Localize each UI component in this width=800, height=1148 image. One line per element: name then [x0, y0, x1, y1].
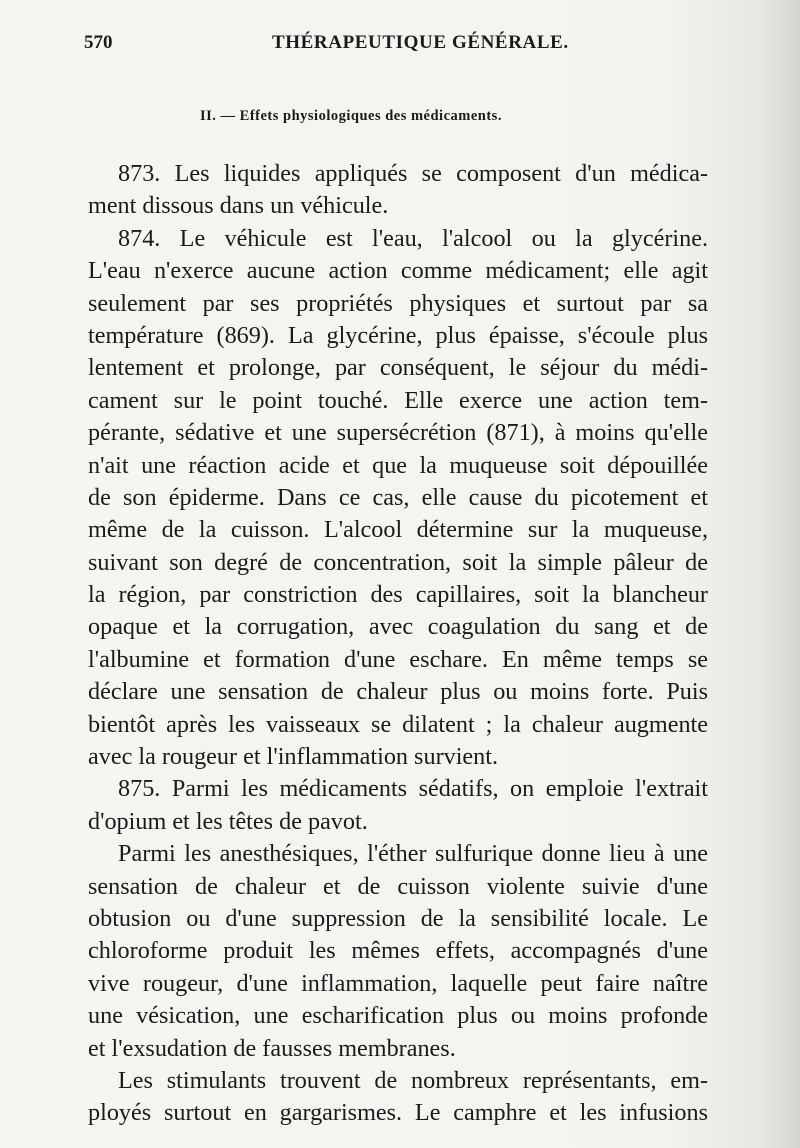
text-line: Les stimulants trouvent de nombreux représentants, em-	[118, 1066, 708, 1094]
text-line: la région, par constriction des capillaires, soit la blancheur	[88, 581, 708, 609]
text-line: pérante, sédative et une supersécrétion (871), à moins qu'elle	[88, 419, 708, 447]
text-line: 873. Les liquides appliqués se composent d'un médica-	[118, 160, 708, 187]
text-line: température (869). La glycérine, plus épaisse, s'écoule plus	[88, 321, 708, 349]
page-header	[84, 28, 724, 58]
text-line: suivant son degré de concentration, soit la simple pâleur de	[88, 548, 708, 576]
text-line: et l'exsudation de fausses membranes.	[88, 1034, 456, 1062]
text-line: n'ait une réaction acide et que la muqueuse soit dépouillée	[88, 451, 708, 479]
text-line: Parmi les anesthésiques, l'éther sulfurique donne lieu à une	[118, 840, 708, 868]
text-line: vive rougeur, d'une inflammation, laquelle peut faire naître	[88, 969, 708, 997]
page-number: 570	[84, 32, 113, 53]
text-line: l'albumine et formation d'une eschare. En même temps se	[88, 645, 708, 673]
text-line: 875. Parmi les médicaments sédatifs, on emploie l'extrait	[118, 775, 708, 803]
text-line: d'opium et les têtes de pavot.	[88, 807, 368, 835]
text-line: avec la rougeur et l'inflammation survient.	[88, 743, 499, 771]
text-line: obtusion ou d'une suppression de la sensibilité locale. Le	[88, 904, 708, 932]
text-line: seulement par ses propriétés physiques et surtout par sa	[88, 289, 708, 317]
text-line: déclare une sensation de chaleur plus ou moins forte. Puis	[88, 678, 708, 706]
text-line: de son épiderme. Dans ce cas, elle cause du picotement et	[88, 483, 708, 511]
text-line: chloroforme produit les mêmes effets, accompagnés d'une	[88, 937, 708, 965]
text-line: opaque et la corrugation, avec coagulation du sang et de	[88, 613, 708, 641]
text-line: L'eau n'exerce aucune action comme médicament; elle agit	[88, 257, 708, 285]
text-line: même de la cuisson. L'alcool détermine sur la muqueuse,	[88, 516, 708, 544]
text-line: 874. Le véhicule est l'eau, l'alcool ou la glycérine.	[118, 224, 708, 252]
running-title: THÉRAPEUTIQUE GÉNÉRALE.	[272, 32, 569, 53]
section-heading: II. — Effets physiologiques des médicaments.	[200, 108, 502, 124]
text-line: ment dissous dans un véhicule.	[88, 192, 389, 220]
body-text	[88, 158, 708, 1130]
text-line: une vésication, une escharification plus ou moins profonde	[88, 1002, 708, 1030]
text-line: lentement et prolonge, par conséquent, le séjour du médi-	[88, 354, 708, 382]
text-line: cament sur le point touché. Elle exerce une action tem-	[88, 386, 708, 414]
text-line: ployés surtout en gargarismes. Le camphre et les infusions	[88, 1099, 708, 1127]
text-line: bientôt après les vaisseaux se dilatent ; la chaleur augmente	[88, 710, 708, 738]
text-line: sensation de chaleur et de cuisson violente suivie d'une	[88, 872, 708, 900]
